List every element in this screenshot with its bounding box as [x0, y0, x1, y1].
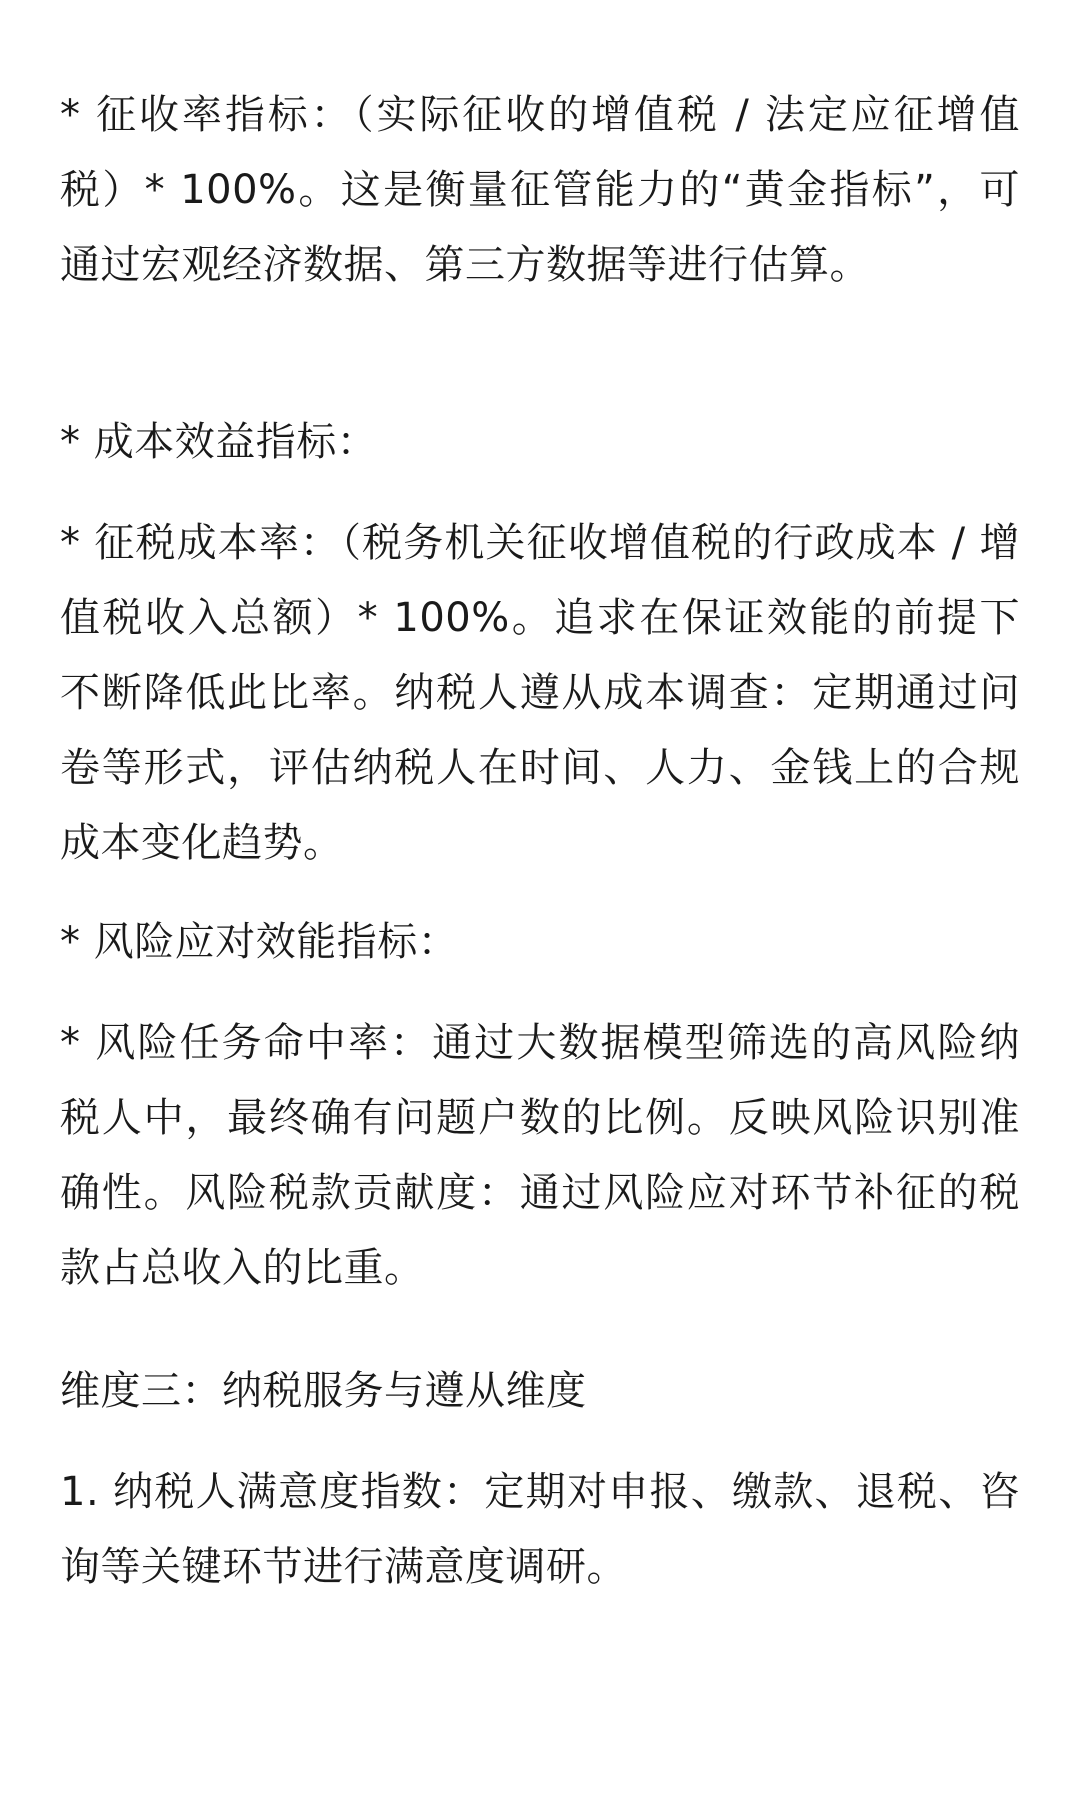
paragraph-collection-rate-indicator: * 征收率指标：（实际征收的增值税 / 法定应征增值税）* 100%。这是衡量征管能力的“黄金指标”，可通过宏观经济数据、第三方数据等进行估算。 — [60, 92, 1020, 288]
paragraph-satisfaction-index: 1. 纳税人满意度指数：定期对申报、缴款、退税、咨询等关键环节进行满意度调研。 — [60, 1469, 1020, 1590]
section-heading-dimension-three: 维度三：纳税服务与遵从维度 — [60, 1368, 587, 1414]
paragraph-risk-response-heading: * 风险应对效能指标： — [60, 919, 459, 965]
paragraph-cost-benefit-heading: * 成本效益指标： — [60, 419, 378, 465]
paragraph-risk-hit-rate: * 风险任务命中率：通过大数据模型筛选的高风险纳税人中，最终确有问题户数的比例。反映风险识别准确性。风险税款贡献度：通过风险应对环节补征的税款占总收入的比重。 — [60, 1020, 1020, 1291]
paragraph-tax-cost-rate: * 征税成本率：（税务机关征收增值税的行政成本 / 增值税收入总额）* 100%。追求在保证效能的前提下不断降低此比率。纳税人遵从成本调查：定期通过问卷等形式，评估纳税人在时间、人力、金钱上的合规成本变化趋势。 — [60, 520, 1020, 866]
